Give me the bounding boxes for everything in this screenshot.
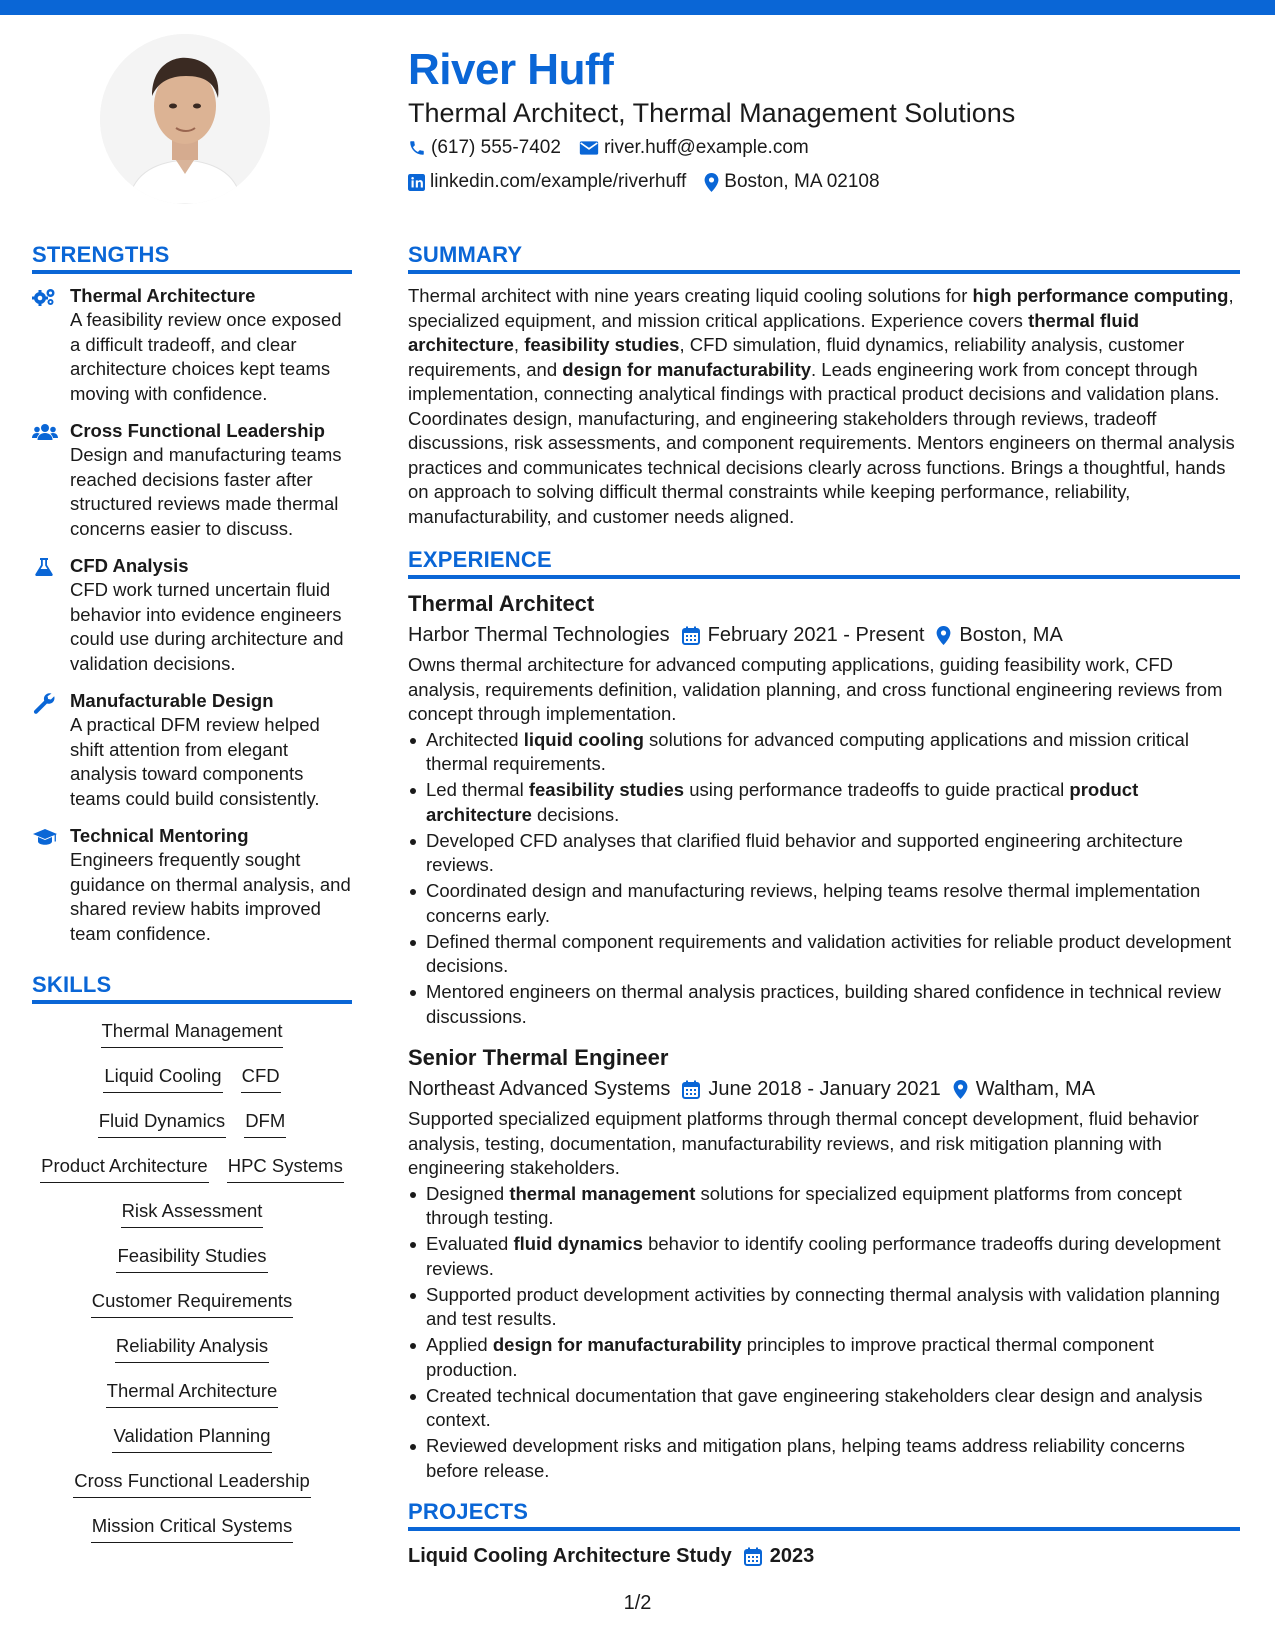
job-dates: [682, 619, 925, 651]
company-name: Northeast Advanced Systems: [408, 1078, 671, 1100]
strength-item: [32, 419, 352, 541]
text-run: ,: [513, 334, 525, 355]
graduation-cap-icon: [32, 824, 58, 946]
job-meta: [408, 619, 1240, 651]
skill-row: [91, 1513, 293, 1558]
skill-tag: Risk Assessment: [121, 1198, 264, 1228]
strength-item: [32, 554, 352, 676]
projects-heading: PROJECTS: [408, 1497, 1240, 1531]
project-title: Liquid Cooling Architecture Study: [408, 1545, 732, 1567]
email-contact[interactable]: [579, 137, 809, 159]
bold-keyword: high performance computing: [972, 285, 1229, 306]
skill-tag: Validation Planning: [112, 1423, 271, 1453]
text-run: Supported product development activities by connecting thermal analysis with validation planning and test results.: [426, 1283, 1220, 1329]
bullet-item: [408, 1182, 1240, 1231]
experience-list: [408, 589, 1240, 1483]
text-run: solutions for specialized equipment platforms from concept through testing.: [426, 1182, 1182, 1228]
profile-photo: [100, 34, 270, 204]
strength-desc: A practical DFM review helped shift attention from elegant analysis toward components teams could build consistently.: [70, 714, 320, 809]
text-run: solutions for advanced computing applications and mission critical thermal requirements.: [426, 728, 1189, 774]
linkedin-contact[interactable]: [408, 171, 686, 193]
flask-icon: [32, 554, 58, 676]
project-date: [744, 1541, 815, 1571]
text-run: Evaluated: [426, 1233, 514, 1254]
strength-item: [32, 824, 352, 946]
text-run: decisions.: [531, 803, 620, 825]
strength-title: Technical Mentoring: [70, 825, 249, 846]
skill-tag: HPC Systems: [227, 1153, 344, 1183]
linkedin-text: linkedin.com/example/riverhuff: [430, 171, 687, 192]
skill-tag: DFM: [244, 1108, 286, 1138]
strength-desc: Design and manufacturing teams reached decisions faster after structured reviews made thermal concerns easier to discuss.: [70, 444, 342, 539]
map-pin-icon: [936, 626, 951, 645]
skill-row: [73, 1468, 311, 1513]
job-title: Thermal Architect: [408, 591, 595, 616]
job-bullets: [408, 1182, 1240, 1484]
bullet-item: [408, 930, 1240, 979]
location-contact: [704, 171, 879, 193]
skill-tag: Thermal Architecture: [106, 1378, 279, 1408]
skill-tag: Fluid Dynamics: [98, 1108, 226, 1138]
text-run: Reviewed development risks and mitigation plans, helping teams address reliability concerns before release.: [426, 1435, 1185, 1481]
date-range: February 2021 - Present: [707, 624, 925, 646]
calendar-icon: [744, 1547, 762, 1566]
text-run: Designed: [426, 1182, 510, 1204]
skill-row: [40, 1153, 344, 1198]
map-pin-icon: [704, 173, 719, 192]
bold-keyword: thermal fluid architecture: [408, 309, 1140, 355]
bullet-item: [408, 1384, 1240, 1433]
strength-title: Manufacturable Design: [70, 690, 274, 711]
bold-keyword: feasibility studies: [524, 334, 680, 355]
bold-keyword: product architecture: [426, 779, 1139, 825]
phone-icon: [408, 139, 426, 157]
email-text: river.huff@example.com: [603, 137, 809, 158]
job-description: Supported specialized equipment platforms through thermal concept development, fluid behavior analysis, testing, documentation, manufacturability reviews, and risk mitigation planning with engineering stakeholders.: [408, 1108, 1199, 1178]
summary-heading: SUMMARY: [408, 240, 1240, 274]
job-entry: [408, 1043, 1240, 1483]
skills-heading: SKILLS: [32, 970, 352, 1004]
skill-row: [103, 1063, 280, 1108]
text-run: Thermal architect with nine years creating liquid cooling solutions for: [408, 285, 973, 306]
skill-tag: Customer Requirements: [91, 1288, 294, 1318]
text-run: Led thermal: [426, 779, 529, 800]
job-title: Senior Thermal Engineer: [408, 1045, 669, 1070]
gears-icon: [32, 284, 58, 406]
bold-keyword: feasibility studies: [528, 779, 685, 800]
strength-desc: CFD work turned uncertain fluid behavior into evidence engineers could use during architecture and validation decisions.: [70, 579, 344, 674]
bullet-item: [408, 1232, 1240, 1281]
mail-icon: [579, 140, 599, 156]
location-text: Waltham, MA: [975, 1078, 1096, 1100]
bold-keyword: thermal management: [509, 1182, 696, 1204]
candidate-name: River Huff: [408, 45, 614, 94]
text-run: Applied: [426, 1334, 493, 1355]
job-description: Owns thermal architecture for advanced computing applications, guiding feasibility work, CFD analysis, requirements definition, validation planning, and cross functional engineering reviews from concept through implementation.: [408, 654, 1223, 724]
users-icon: [32, 419, 58, 541]
bold-keyword: design for manufacturability: [492, 1334, 742, 1355]
page-number: 1/2: [623, 1592, 652, 1614]
skill-tag: Cross Functional Leadership: [73, 1468, 311, 1498]
candidate-title: Thermal Architect, Thermal Management Solutions: [408, 98, 1016, 128]
text-run: , specialized equipment, and mission critical applications. Experience covers: [408, 285, 1234, 331]
text-run: Defined thermal component requirements and validation activities for reliable product development decisions.: [426, 930, 1232, 976]
top-accent-bar: [0, 0, 1275, 15]
strength-title: Cross Functional Leadership: [70, 420, 325, 441]
strength-desc: A feasibility review once exposed a difficult tradeoff, and clear architecture choices kept teams moving with confidence.: [70, 309, 342, 404]
skill-tag: CFD: [241, 1063, 281, 1093]
bold-keyword: design for manufacturability: [562, 358, 812, 380]
bullet-item: [408, 1333, 1240, 1382]
calendar-icon: [682, 626, 700, 645]
text-run: Architected: [426, 728, 524, 750]
resume-header: [408, 42, 1238, 198]
text-run: behavior to identify cooling performance tradeoffs during development reviews.: [426, 1233, 1221, 1279]
skill-row: [116, 1243, 267, 1288]
job-bullets: [408, 728, 1240, 1030]
skill-row: [106, 1378, 279, 1423]
bullet-item: [408, 1434, 1240, 1483]
skills-list: [32, 1018, 352, 1558]
experience-heading: EXPERIENCE: [408, 545, 1240, 579]
strength-title: Thermal Architecture: [70, 285, 256, 306]
calendar-icon: [682, 1080, 700, 1099]
linkedin-icon: [408, 174, 425, 191]
text-run: Developed CFD analyses that clarified fluid behavior and supported engineering architecture reviews.: [426, 829, 1183, 875]
skill-row: [112, 1423, 271, 1468]
left-column: [32, 240, 352, 1558]
phone-contact[interactable]: [408, 137, 561, 159]
summary-text: [408, 284, 1240, 529]
bullet-item: [408, 879, 1240, 928]
skill-tag: Mission Critical Systems: [91, 1513, 293, 1543]
skill-row: [115, 1333, 269, 1378]
job-location: [953, 1073, 1095, 1105]
company-name: Harbor Thermal Technologies: [408, 624, 670, 646]
strength-title: CFD Analysis: [70, 555, 189, 576]
bullet-item: [408, 728, 1240, 777]
skill-tag: Reliability Analysis: [115, 1333, 269, 1363]
wrench-icon: [32, 689, 58, 811]
skill-row: [101, 1018, 284, 1063]
location-text: Boston, MA: [959, 624, 1063, 646]
text-run: . Leads engineering work from concept through implementation, connecting analytical findings with practical product decisions and validation plans. Coordinates design, manufacturing, and engineering stakeholders through reviews, tradeoff discussions, risk assessments, and component requirements. Mentors engineers on thermal analysis practices and communicates technical decisions clearly across functions. Brings a thoughtful, hands on approach to solving difficult thermal constraints while keeping performance, reliability, manufacturability, and customer needs aligned.: [408, 358, 1235, 527]
text-run: Created technical documentation that gave engineering stakeholders clear design and analysis context.: [426, 1384, 1203, 1430]
bullet-item: [408, 1283, 1240, 1332]
skill-tag: Product Architecture: [40, 1153, 209, 1183]
bold-keyword: liquid cooling: [523, 728, 644, 750]
text-run: Mentored engineers on thermal analysis practices, building shared confidence in technical review discussions.: [426, 981, 1221, 1027]
job-meta: [408, 1073, 1240, 1105]
skill-tag: Feasibility Studies: [116, 1243, 267, 1273]
bold-keyword: fluid dynamics: [513, 1233, 643, 1254]
contact-row-1: [408, 132, 1238, 164]
skill-row: [91, 1288, 294, 1333]
right-column: [408, 240, 1240, 1571]
text-run: using performance tradeoffs to guide practical: [684, 779, 1070, 800]
skill-row: [98, 1108, 287, 1153]
bullet-item: [408, 778, 1240, 827]
strength-desc: Engineers frequently sought guidance on thermal analysis, and shared review habits improved team confidence.: [70, 849, 351, 944]
date-range: June 2018 - January 2021: [708, 1078, 941, 1100]
bullet-item: [408, 980, 1240, 1029]
job-location: [936, 619, 1062, 651]
map-pin-icon: [953, 1080, 968, 1099]
text-run: principles to improve practical thermal component production.: [426, 1334, 1154, 1380]
strengths-heading: STRENGTHS: [32, 240, 352, 274]
text-run: , CFD simulation, fluid dynamics, reliability analysis, customer requirements, and: [408, 334, 1185, 380]
skill-row: [121, 1198, 264, 1243]
contact-row-2: [408, 166, 1238, 198]
job-dates: [682, 1073, 940, 1105]
skill-tag: Liquid Cooling: [103, 1063, 222, 1093]
phone-text: (617) 555-7402: [431, 137, 561, 158]
strength-item: [32, 284, 352, 406]
skill-tag: Thermal Management: [101, 1018, 284, 1048]
text-run: Coordinated design and manufacturing reviews, helping teams resolve thermal implementation concerns early.: [426, 880, 1201, 926]
project-year: 2023: [769, 1545, 815, 1567]
job-entry: [408, 589, 1240, 1029]
project-item: [408, 1541, 1240, 1571]
strength-item: [32, 689, 352, 811]
location-text: Boston, MA 02108: [724, 171, 880, 192]
bullet-item: [408, 829, 1240, 878]
